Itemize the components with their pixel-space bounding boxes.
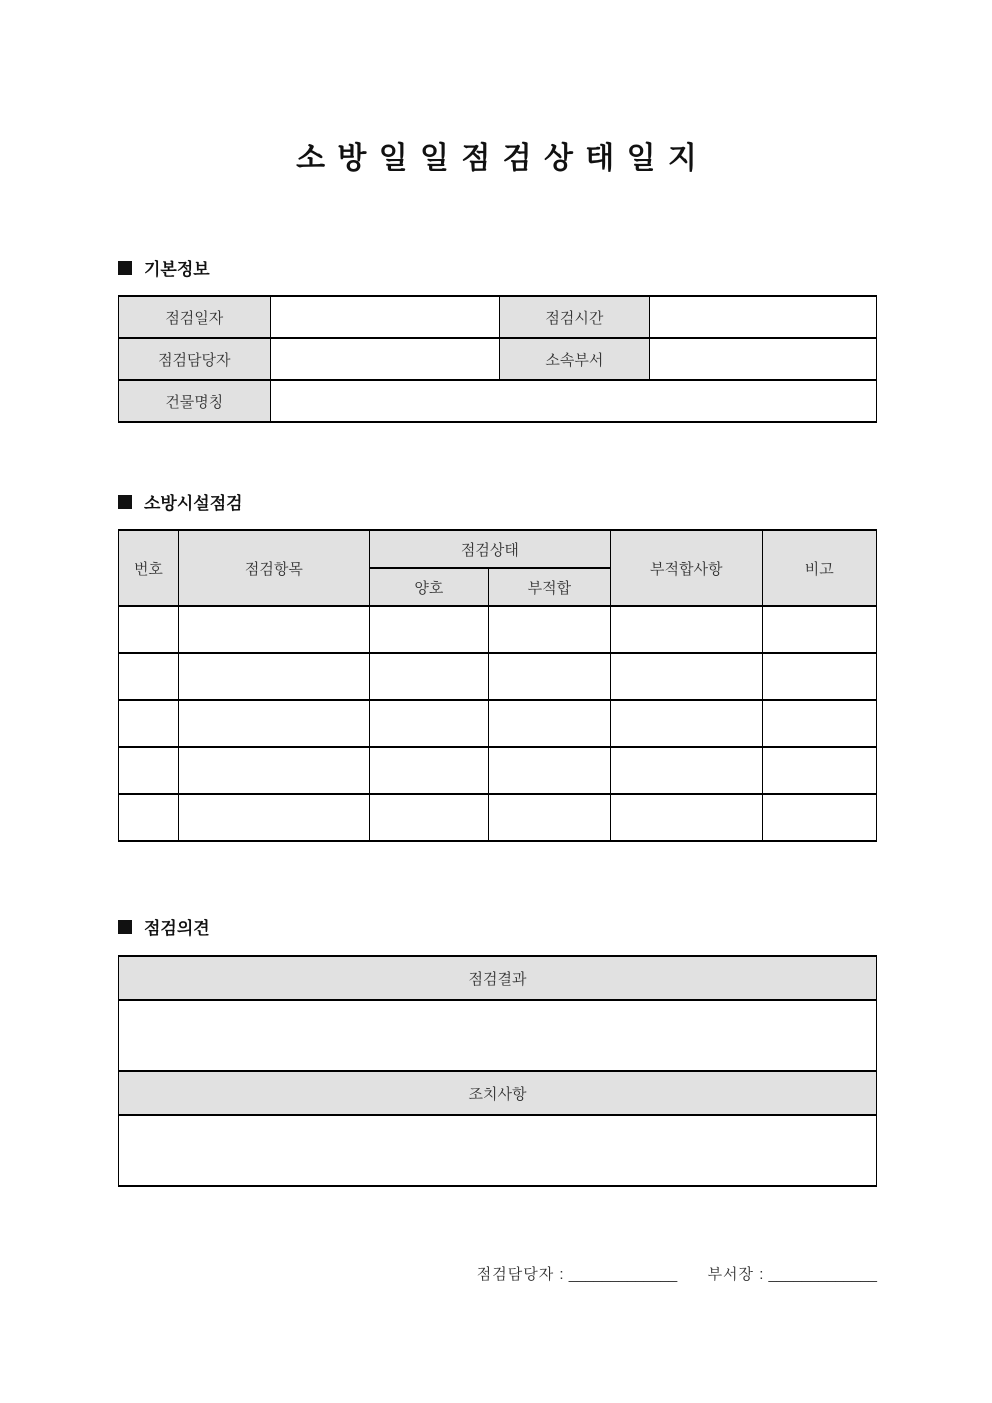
table-row (119, 700, 877, 747)
signature-manager-blank: _____________ (768, 1266, 877, 1283)
section-heading-opinion (118, 914, 877, 939)
empty-cell-nonconformity (610, 606, 762, 653)
label-inspection-time: 점검시간 (499, 296, 650, 338)
table-row (119, 1000, 877, 1071)
empty-cell-nonconformity (610, 653, 762, 700)
empty-cell-no (119, 700, 179, 747)
empty-cell-nonconformity (610, 747, 762, 794)
empty-cell-fail (488, 794, 610, 841)
facility-check-table (118, 529, 877, 842)
value-inspection-result (119, 1000, 877, 1071)
document-title: 소 방 일 일 점 검 상 태 일 지 (296, 142, 699, 175)
document-content (118, 0, 877, 1284)
empty-cell-no (119, 606, 179, 653)
section-title-basic-info: 기본정보 (144, 260, 210, 279)
empty-cell-good (369, 747, 488, 794)
table-row (119, 296, 877, 338)
black-square-bullet-icon (118, 920, 132, 934)
table-row (119, 380, 877, 422)
empty-cell-remarks (762, 794, 876, 841)
section-title-facility-check: 소방시설점검 (144, 494, 243, 513)
value-inspection-date (270, 296, 499, 338)
empty-cell-no (119, 747, 179, 794)
empty-cell-item (178, 700, 369, 747)
section-title-opinion: 점검의견 (144, 919, 210, 938)
table-row (119, 338, 877, 380)
empty-cell-good (369, 606, 488, 653)
black-square-bullet-icon (118, 495, 132, 509)
signature-line (118, 1263, 877, 1284)
value-inspection-time (650, 296, 877, 338)
value-inspector (270, 338, 499, 380)
table-row (119, 1115, 877, 1186)
empty-cell-item (178, 747, 369, 794)
label-department: 소속부서 (499, 338, 650, 380)
column-header-no: 번호 (119, 530, 179, 606)
column-header-item: 점검항목 (178, 530, 369, 606)
table-row (119, 653, 877, 700)
empty-cell-remarks (762, 747, 876, 794)
column-header-nonconformity: 부적합사항 (610, 530, 762, 606)
table-row (119, 794, 877, 841)
table-header-row (119, 956, 877, 1000)
label-building-name: 건물명칭 (119, 380, 271, 422)
signature-manager-label: 부서장 : (707, 1266, 765, 1283)
column-header-status-fail: 부적합 (488, 568, 610, 606)
basic-info-table (118, 295, 877, 423)
empty-cell-item (178, 794, 369, 841)
section-heading-facility-check (118, 489, 877, 514)
value-department (650, 338, 877, 380)
empty-cell-fail (488, 606, 610, 653)
table-row (119, 606, 877, 653)
empty-cell-good (369, 653, 488, 700)
black-square-bullet-icon (118, 261, 132, 275)
table-row (119, 747, 877, 794)
empty-cell-item (178, 606, 369, 653)
column-header-status-group: 점검상태 (369, 530, 610, 568)
empty-cell-fail (488, 700, 610, 747)
empty-cell-no (119, 653, 179, 700)
empty-cell-good (369, 700, 488, 747)
empty-cell-nonconformity (610, 794, 762, 841)
empty-cell-remarks (762, 700, 876, 747)
empty-cell-fail (488, 653, 610, 700)
column-header-status-good: 양호 (369, 568, 488, 606)
value-building-name (270, 380, 876, 422)
empty-cell-fail (488, 747, 610, 794)
column-header-remarks: 비고 (762, 530, 876, 606)
empty-cell-item (178, 653, 369, 700)
table-header-row (119, 1071, 877, 1115)
empty-cell-no (119, 794, 179, 841)
table-header-row (119, 530, 877, 568)
label-action-items: 조치사항 (119, 1071, 877, 1115)
label-inspector: 점검담당자 (119, 338, 271, 380)
value-action-items (119, 1115, 877, 1186)
empty-cell-remarks (762, 606, 876, 653)
signature-inspector-label: 점검담당자 : (476, 1266, 565, 1283)
opinion-table (118, 955, 877, 1187)
label-inspection-result: 점검결과 (119, 956, 877, 1000)
section-heading-basic-info (118, 255, 877, 280)
empty-cell-remarks (762, 653, 876, 700)
empty-cell-good (369, 794, 488, 841)
signature-inspector-blank: _____________ (568, 1266, 678, 1283)
label-inspection-date: 점검일자 (119, 296, 271, 338)
empty-cell-nonconformity (610, 700, 762, 747)
